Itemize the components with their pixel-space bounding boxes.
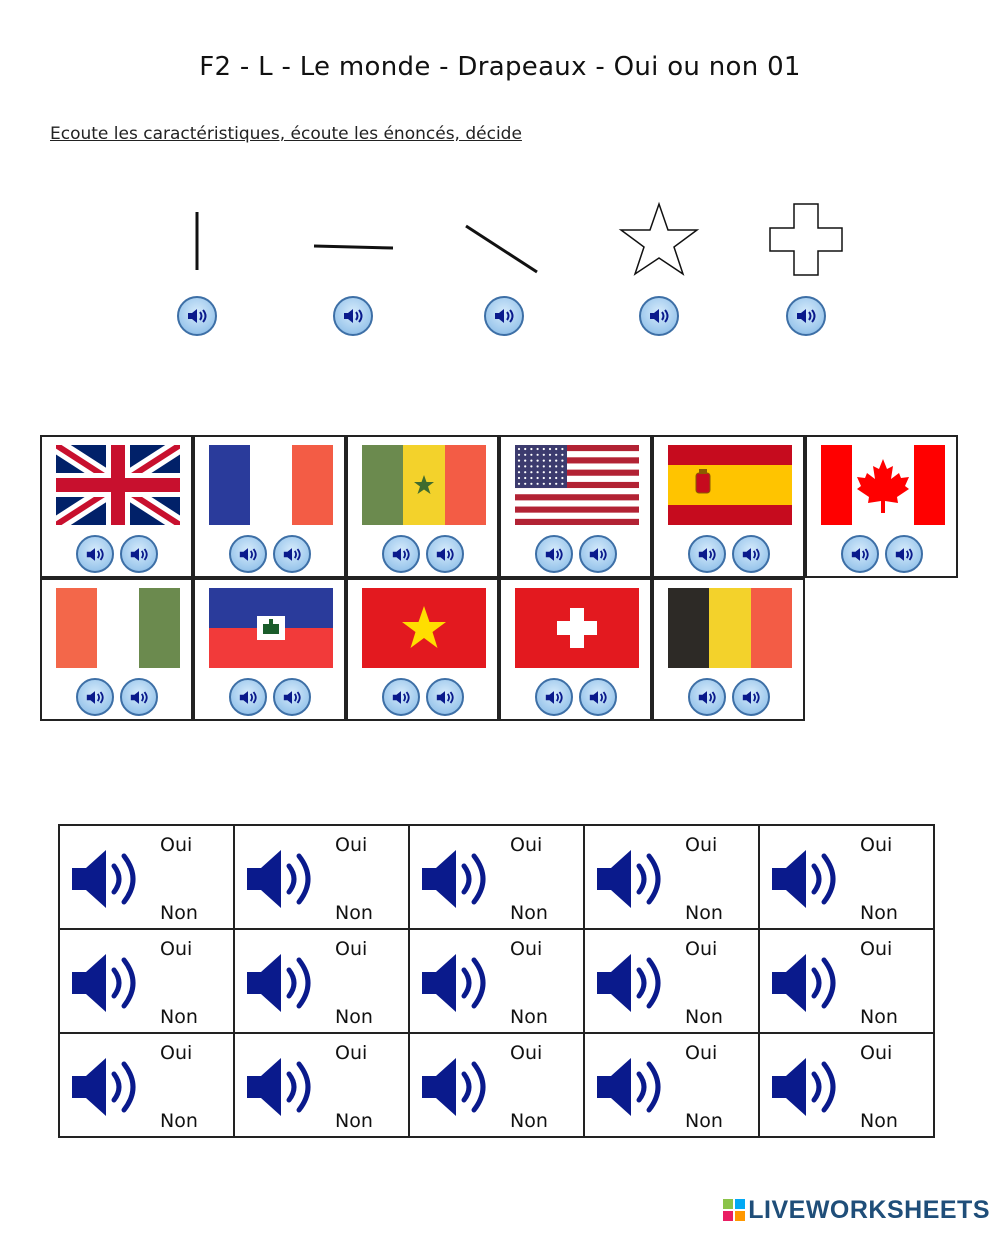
answer-cell (758, 824, 935, 930)
audio-button-canada-2[interactable] (885, 535, 923, 573)
speaker-icon[interactable] (418, 844, 496, 914)
non-option[interactable]: Non (335, 1110, 373, 1132)
non-option[interactable]: Non (685, 902, 723, 924)
flag-switzerland-icon (515, 588, 639, 668)
flag-senegal-icon (362, 445, 486, 525)
answer-cell (233, 928, 410, 1034)
audio-button-ivory-coast-1[interactable] (76, 678, 114, 716)
oui-option[interactable]: Oui (860, 1042, 893, 1064)
non-option[interactable]: Non (860, 902, 898, 924)
flag-cell-vietnam (346, 578, 499, 721)
audio-button-senegal-1[interactable] (382, 535, 420, 573)
flag-cell-united-kingdom (40, 435, 193, 578)
oui-option[interactable]: Oui (510, 938, 543, 960)
brand-text: LIVEWORKSHEETS (748, 1196, 990, 1224)
flag-cell-france (193, 435, 346, 578)
feature-star (599, 196, 719, 282)
audio-button-ivory-coast-2[interactable] (120, 678, 158, 716)
flag-cell-belgium (652, 578, 805, 721)
flag-haiti-icon (209, 588, 333, 668)
answer-cell (58, 1032, 235, 1138)
oui-option[interactable]: Oui (860, 938, 893, 960)
audio-button-star[interactable] (639, 296, 679, 336)
flag-united-kingdom-icon (56, 445, 180, 525)
non-option[interactable]: Non (160, 1110, 198, 1132)
answer-cell (758, 928, 935, 1034)
answer-cell (233, 824, 410, 930)
speaker-icon[interactable] (68, 1052, 146, 1122)
feature-vertical-line (137, 196, 257, 282)
oui-option[interactable]: Oui (510, 834, 543, 856)
audio-button-switzerland-1[interactable] (535, 678, 573, 716)
oui-option[interactable]: Oui (335, 1042, 368, 1064)
flag-audio-row (535, 678, 625, 718)
audio-button-belgium-1[interactable] (688, 678, 726, 716)
non-option[interactable]: Non (685, 1006, 723, 1028)
star-icon (599, 196, 719, 282)
flag-cell-united-states (499, 435, 652, 578)
flag-vietnam-icon (362, 588, 486, 668)
flag-cell-switzerland (499, 578, 652, 721)
audio-button-united-states-1[interactable] (535, 535, 573, 573)
audio-button-switzerland-2[interactable] (579, 678, 617, 716)
non-option[interactable]: Non (510, 1110, 548, 1132)
oui-option[interactable]: Oui (685, 834, 718, 856)
audio-button-diagonal-line[interactable] (484, 296, 524, 336)
answer-cell (583, 1032, 760, 1138)
speaker-icon[interactable] (243, 1052, 321, 1122)
non-option[interactable]: Non (510, 902, 548, 924)
audio-button-belgium-2[interactable] (732, 678, 770, 716)
audio-button-united-states-2[interactable] (579, 535, 617, 573)
speaker-icon[interactable] (593, 1052, 671, 1122)
speaker-icon[interactable] (243, 844, 321, 914)
audio-button-haiti-1[interactable] (229, 678, 267, 716)
audio-button-united-kingdom-1[interactable] (76, 535, 114, 573)
audio-button-senegal-2[interactable] (426, 535, 464, 573)
flag-audio-row (229, 535, 319, 575)
audio-button-france-1[interactable] (229, 535, 267, 573)
answer-cell (583, 928, 760, 1034)
audio-button-vertical-line[interactable] (177, 296, 217, 336)
oui-option[interactable]: Oui (685, 938, 718, 960)
flag-audio-row (76, 678, 166, 718)
speaker-icon[interactable] (768, 948, 846, 1018)
answer-cell (58, 928, 235, 1034)
audio-button-vietnam-1[interactable] (382, 678, 420, 716)
oui-option[interactable]: Oui (335, 938, 368, 960)
audio-button-horizontal-line[interactable] (333, 296, 373, 336)
instruction-text: Ecoute les caractéristiques, écoute les énoncés, décide (50, 124, 522, 144)
non-option[interactable]: Non (860, 1110, 898, 1132)
answer-cell (58, 824, 235, 930)
diagonal-line-shape (444, 196, 564, 282)
non-option[interactable]: Non (160, 1006, 198, 1028)
audio-button-france-2[interactable] (273, 535, 311, 573)
speaker-icon[interactable] (68, 844, 146, 914)
speaker-icon[interactable] (768, 1052, 846, 1122)
answer-cell (758, 1032, 935, 1138)
flag-audio-row (688, 678, 778, 718)
answer-cell (583, 824, 760, 930)
non-option[interactable]: Non (335, 902, 373, 924)
oui-option[interactable]: Oui (335, 834, 368, 856)
audio-button-spain-1[interactable] (688, 535, 726, 573)
audio-button-united-kingdom-2[interactable] (120, 535, 158, 573)
cross-icon (746, 196, 866, 282)
oui-option[interactable]: Oui (685, 1042, 718, 1064)
flag-cell-canada (805, 435, 958, 578)
flag-cell-haiti (193, 578, 346, 721)
oui-option[interactable]: Oui (160, 1042, 193, 1064)
non-option[interactable]: Non (335, 1006, 373, 1028)
non-option[interactable]: Non (160, 902, 198, 924)
non-option[interactable]: Non (860, 1006, 898, 1028)
audio-button-spain-2[interactable] (732, 535, 770, 573)
audio-button-cross[interactable] (786, 296, 826, 336)
flag-spain-icon (668, 445, 792, 525)
answer-cell (408, 1032, 585, 1138)
speaker-icon[interactable] (243, 948, 321, 1018)
non-option[interactable]: Non (685, 1110, 723, 1132)
flag-audio-row (535, 535, 625, 575)
flag-cell-ivory-coast (40, 578, 193, 721)
audio-button-vietnam-2[interactable] (426, 678, 464, 716)
vertical-line-shape (137, 196, 257, 282)
speaker-icon[interactable] (418, 1052, 496, 1122)
flag-canada-icon (821, 445, 945, 525)
audio-button-canada-1[interactable] (841, 535, 879, 573)
speaker-icon[interactable] (68, 948, 146, 1018)
flag-cell-senegal (346, 435, 499, 578)
feature-diagonal-line (444, 196, 564, 282)
flag-audio-row (688, 535, 778, 575)
answer-cell (233, 1032, 410, 1138)
audio-button-haiti-2[interactable] (273, 678, 311, 716)
speaker-icon[interactable] (418, 948, 496, 1018)
feature-cross (746, 196, 866, 282)
flag-ivory-coast-icon (56, 588, 180, 668)
oui-option[interactable]: Oui (160, 834, 193, 856)
oui-option[interactable]: Oui (860, 834, 893, 856)
speaker-icon[interactable] (593, 844, 671, 914)
flag-france-icon (209, 445, 333, 525)
answer-cell (408, 928, 585, 1034)
flag-audio-row (382, 535, 472, 575)
flag-belgium-icon (668, 588, 792, 668)
flag-united-states-icon (515, 445, 639, 525)
speaker-icon[interactable] (768, 844, 846, 914)
answer-cell (408, 824, 585, 930)
non-option[interactable]: Non (510, 1006, 548, 1028)
flag-cell-spain (652, 435, 805, 578)
oui-option[interactable]: Oui (510, 1042, 543, 1064)
page-title: F2 - L - Le monde - Drapeaux - Oui ou non 01 (199, 52, 801, 82)
flag-audio-row (841, 535, 931, 575)
flag-audio-row (76, 535, 166, 575)
horizontal-line-shape (293, 196, 413, 282)
liveworksheets-logo-icon (723, 1199, 745, 1221)
speaker-icon[interactable] (593, 948, 671, 1018)
brand-logo (723, 1196, 990, 1225)
flag-audio-row (229, 678, 319, 718)
flag-audio-row (382, 678, 472, 718)
feature-horizontal-line (293, 196, 413, 282)
oui-option[interactable]: Oui (160, 938, 193, 960)
